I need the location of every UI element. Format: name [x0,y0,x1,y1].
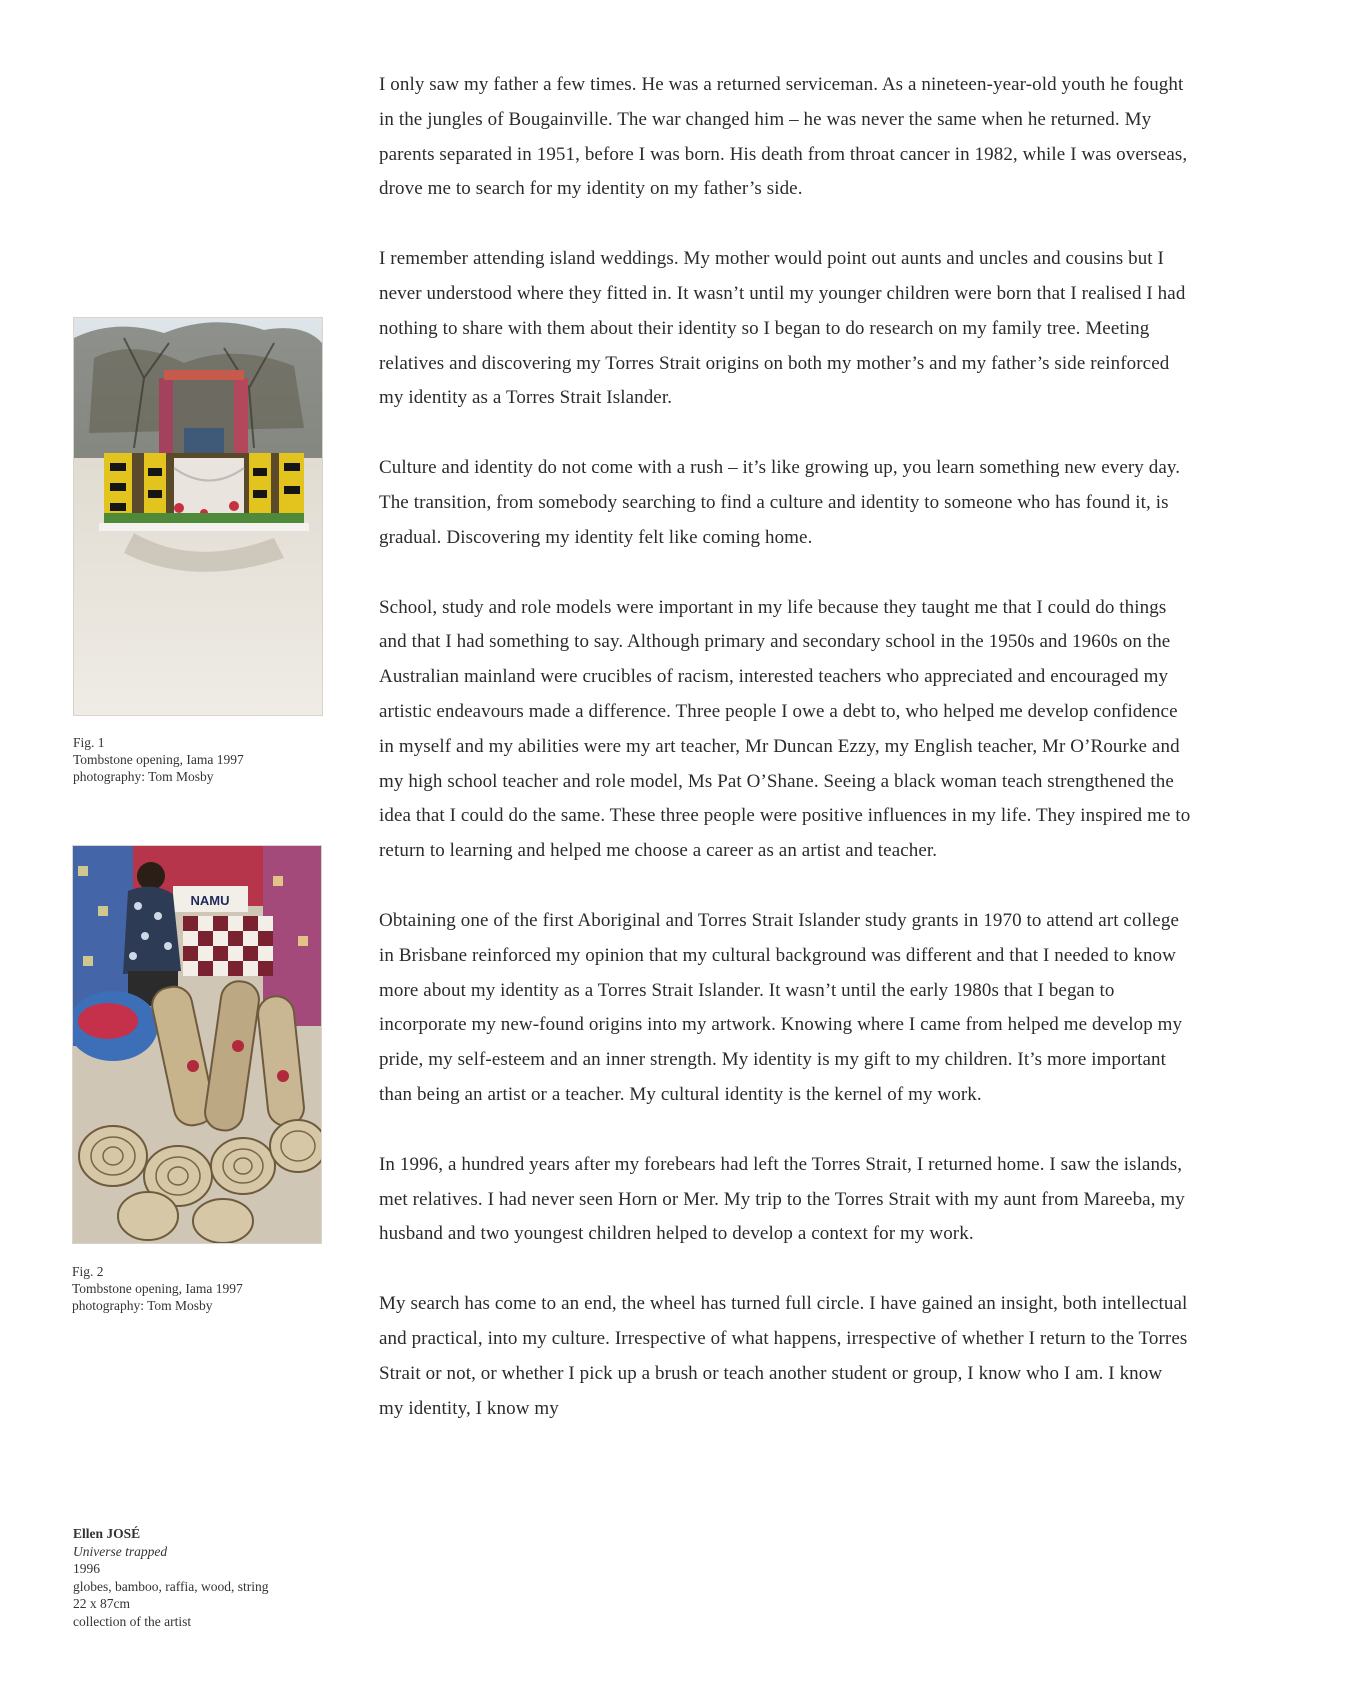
figure-1-photo [73,317,323,716]
artwork-dimensions: 22 x 87cm [73,1596,130,1611]
figure-label: Fig. 1 [73,735,105,750]
paragraph: Obtaining one of the first Aboriginal and Torres Strait Islander study grants in 1970 to attend art college in Brisbane reinforced my opinion that my cultural background was different and that I needed to know more about my identity as a Torres Strait Islander. It wasn’t until the early 1980s that I began to incorporate my new-found origins into my artwork. Knowing where I came from helped me develop my pride, my self-esteem and an inner strength. My identity is my gift to my children. It’s more important than being an artist or a teacher. My cultural identity is the kernel of my work. [379,909,1183,1105]
paragraph: In 1996, a hundred years after my forebears had left the Torres Strait, I returned home. I saw the islands, met relatives. I had never seen Horn or Mer. My trip to the Torres Strait with my aunt from Mareeba, my husband and two youngest children helped to develop a context for my work. [379,1153,1185,1245]
paragraph: Culture and identity do not come with a rush – it’s like growing up, you learn something new every day. The transition, from somebody searching to find a culture and identity to someone who has found it, is gradual. Discovering my identity felt like coming home. [379,457,1181,548]
paragraph: School, study and role models were important in my life because they taught me that I could do things and that I had something to say. Although primary and secondary school in the 1950s and 1960s on the Australian mainland were crucibles of racism, interested teachers who appreciated and encouraged my artistic endeavours made a difference. Three people I owe a debt to, who helped me develop confidence in myself and my abilities were my art teacher, Mr Duncan Ezzy, my English teacher, Mr O’Rourke and my high school teacher and role model, Ms Pat O’Shane. Seeing a black woman teach strengthened the idea that I could do the same. These three people were positive influences in my life. They inspired me to return to learning and helped me choose a career as an artist and teacher. [379,596,1191,862]
essay-body [379,68,1191,1426]
artwork-label [73,1525,268,1630]
figure-2-caption [72,1263,243,1314]
photo-credit: photography: Tom Mosby [72,1298,213,1313]
figure-label: Fig. 2 [72,1264,104,1279]
artwork-title: Universe trapped [73,1543,168,1559]
photo-credit: photography: Tom Mosby [73,769,214,784]
paragraph: I remember attending island weddings. My mother would point out aunts and uncles and cousins but I never understood where they fitted in. It wasn’t until my younger children were born that I realised I had nothing to share with them about their identity so I began to do research on my family tree. Meeting relatives and discovering my Torres Strait origins on both my mother’s and my father’s side reinforced my identity as a Torres Strait Islander. [379,248,1186,409]
artist-name: Ellen JOSÉ [73,1526,141,1541]
namu-sign-text: NAMU [190,893,230,908]
artwork-year: 1996 [73,1561,100,1576]
tombstone-photo-image [74,318,322,715]
figure-1-caption [73,734,244,785]
artwork-collection: collection of the artist [73,1613,192,1629]
figure-2-photo [72,845,322,1244]
figure-caption-text: Tombstone opening, Iama 1997 [73,752,244,767]
figure-caption-text: Tombstone opening, Iama 1997 [72,1281,243,1296]
mats-photo-image [73,846,321,1243]
paragraph: I only saw my father a few times. He was a returned serviceman. As a nineteen-year-old youth he fought in the jungles of Bougainville. The war changed him – he was never the same when he returned. My parents separated in 1951, before I was born. His death from throat cancer in 1982, while I was overseas, drove me to search for my identity on my father’s side. [379,74,1188,200]
artwork-medium: globes, bamboo, raffia, wood, string [73,1578,269,1594]
paragraph: My search has come to an end, the wheel has turned full circle. I have gained an insight, both intellectual and practical, into my culture. Irrespective of what happens, irrespective of whether I return to the Torres Strait or not, or whether I pick up a brush or teach another student or group, I know who I am. I know my identity, I know my [379,1293,1188,1419]
